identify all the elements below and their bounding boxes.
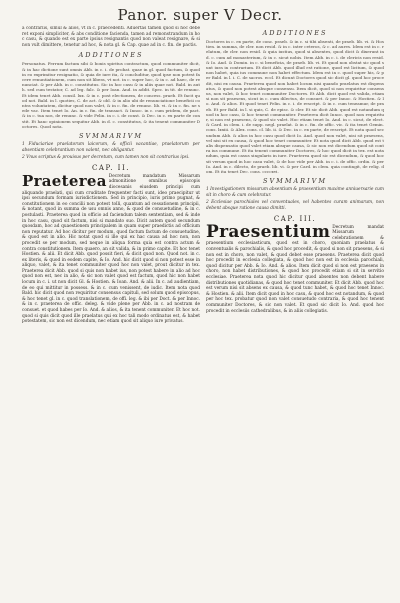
left-chapter-text: Decretum mandatum Missarum admonitione omnibus episcopis diocesanis eiusdem principi cum aliquando praelati, qui cum cruditate frequenter facti sunt, ideo praecipitur ut ipsi secundum formam iurisdictionem. Sed in principio, iuris primo pugnat, & constitutionem in eo concilii non potest tolli, quantum ad cessationem principii, & notant, quod in summa de usu omnis anno, & quod de consuetudine, & in c. postulasti. Praeterea quod in officio ad faciendum talem sententiam, sed & inde in hoc casu, quod sit factum, nisi si mandato suo. Dicit autem quod secundum quosdam, hoc ad quaestionem principalem in quam super praedictis ad officium non reputatur. Ad hoc dicitur per modum, quod factum factum de consuetudine, & quod est in alio. Hic notat quod si ille qui ex hac causa ad hoc non, non procedit se per modum, sed neque in aliqua forma quia est contra actum & contra constitutionem. Item quaero, an sit valida, & in primo capite. Et hoc tenet Hostien. & alii. Et dicit Abb. quod possit fieri, & dicit quod non. Quod not. in c. ex literis, & quod in eodem capite, & Io. And. hic dicit quod si non potest esse in aliquo, valet, & ita tenet communiter quod hoc non valet, prout dicitur in tex. Praeterea dicit Abb. quod si quis non habet ius, non potest habere in alio ad hoc quod non est, nec in alio, & sic non valet quod est factum, quod hic non habet locum in c. i. ut non dicit Gl. & Hostien. & Ioan. And. & alii. In c. ad audientiam, de eo qui mittitur in possess. & in c. cum venissent, de iudic. Item nota quod Bald. hic dicit quod non requiritur consensus capituli, sed solum quod episcopus, & hoc tenet gl. in c. quod translationem, de offi. leg. & ibi per Doct. & per Innoc. & in c. praeterea de offic. deleg. & vide plene per Abb. in c. ad nostram de consuet. et quod habes per Io. And. & alios, & ita tenent communiter. Et hoc not. quod si quis dicit quod ille praelatus qui ex hoc tali modo ordinatus est, & habet potestatem, sic non est dicendum, nec etiam quod sit aliquo iure privatus. [22, 173, 200, 325]
right-chapter-text: Decretum mandat Missarum celebrationem & praesentium ecclesiasticum, quod est in choro, quoniam praelatus & conventualis & parochialis, & quod hoc procedit, & quod si non sit praesens, & si non est in choro, non valet, & quod debet esse praesens. Praeterea dicit quod hoc procedit in ecclesia collegiata, & quod hoc non est in ecclesia parochiali, quod dicitur per Abb. & Io. And. & alios. Item dicit quod si non est praesens in choro, non habet distributiones, & quod hoc procedit etiam si sit in servitio ecclesiae. Praeterea nota quod hic dicitur quod absentes non debent habere distributiones quotidianas, & quod hoc tenet communiter. Et dicit Abb. quod hoc est verum nisi sit absens ex causa, & quod tunc habet, & quod hoc tenet Innoc. & Hostien. & alii. Item dicit quod in hoc casu, & quod hoc est notandum, & quod per hoc tex. probatur quod non valet consuetudo contraria, & quod hoc tenent communiter Doctores, & sic non valet. Et quod sic dicit Io. And. quod hoc procedit in ecclesiis cathedralibus, & in aliis collegiatis. [206, 224, 384, 314]
right-summary-item-2: 2 Ecclesiae parochiales vel conventuales, vel habentes curam animarum, non debent absque ratione causa dimitti. [206, 200, 384, 212]
left-intro-text: a contrariis, simul & alios, vt in c. praecedenti. Aduertas tamen quod si hoc deberet exponi simpliciter, & abs conditione facienda, tamen ad remonstrandum in hoc casu, & quando est ex parte ipsius resignantis quod non valeat resignare, & si non vult dimittere, tenetur ad hoc, & nota gl. & Cap. quae ad in c. fin. de pactis. [22, 26, 200, 48]
left-margin-notes [6, 26, 18, 589]
right-summarium-heading: SVMMARIVM [263, 177, 327, 186]
right-additiones-text: Doctores in c. ex parte, de conc. praeb. & in c. si tibi absenti, de praeb. lib. vi. & Hostien. in summa, de cler. non resid. & in c. inter ceteros, & c. ad aures. Idem est in c. relatum, de cler. non resid. & quia iustius, quod si absentes, quod dicit & dixerunt in d. c. cum ad monasterium, & in c. sicut nobis. Item Abb. in c. i. de clericis non resid. & Io. And. & Domin. in c. si beneficia, de praeb. lib. vi. Et quod non obstat sic quod sunt iura in contrarium. Et dicit Abb. quod illud est ratione, quod est licitum, & quod non habet, quia ius commune non habet effectum. Idem est in c. quod super his, & per Bald. in l. i. C. de sacros. eccl. Et dicunt Doctores quod sic dicit gl. quod hoc procedit, nisi ex causa. Praeterea quod non habet locum nisi quando praelatus est dispensatus, & quod non potest absque consensu. Item dicit, quod si non requiritur consensus, non valet, & hoc tenet communiter Doctores. Et Abb. dicit quod est valida, etiam si non sit praesens, sicut in c. cum dilectus, de consuet. & per Innoc. & Hostien. & Io. And. & alios. Et quod tenet Felin. in c. i. de rescript. & in c. cum teneamur, de praeb. Et per Bald. in l. si quis, C. de episc. & cler. Et sic dicit Abb. quod est notandum quod in hoc casu, & hoc tenent communiter. Praeterea dicit Innoc. quod non requiritur, si non est praesens, & quod sic valet. Hoc etiam tenet Io. And. in c. sicut, de elect. & Card. in clem. i. de supp. negl. praelat. & in c. fin. de offic. vic. & ita tenet Gemin. cons. lxxiii. & Alex. cons. cl. lib. ii. & Dec. in c. ex parte, de rescript. Et nota quod secundum Abb. & alios in hoc casu quod dicit Io. And. quod non valet, nisi sit praesens, vel nisi sit ex causa, & quod hoc tenet communiter. Et nota quod dicit Abb. quod est talis dispensatio quod valet etiam absque causa, & sic non est dicendum quod sit contra ius commune. Et ita tenent communiter Doctores, & hoc quod dicit in tex. est notandum, quia est casus singularis in iure. Praeterea quod sic est dicendum, & quod hoc sit verum quod in hoc casu valet, & de hoc vide per Abb. in c. i. de offic. ordin. & per Io. And. in c. dilecto, de praeb. lib. vi. & per Card. in clem. quia contingit, de relig. dom. Et ita tenet Dec. cons. ccccxvi. [206, 39, 384, 175]
left-summary-item-1: 1 Fiduciariae praelatorum laicorum, & officii vacantiae, praelatorum per absentiam celebrantium non valent, nec obligantur. [22, 142, 200, 153]
right-column [206, 26, 384, 589]
right-summary-item-1: 1 Investigationem missarum absentium & praesentium maxime anniuersarie cum sit in choro & cum celebratur. [206, 187, 384, 198]
left-chapter-body [22, 171, 200, 325]
left-summarium-heading: SVMMARIVM [79, 132, 143, 141]
right-additiones-heading: ADDITIONES [262, 29, 328, 37]
left-additiones-text: Personatus. Ferrum factum sibi & bonis spiritus contractum, quod communiter dicit, & in hac dictione sunt omnis Abb. in c. i. de probat. quae in gl. quod factum, & quod in eo exprimitur resignatio, & quia de iure ita, & concluditur, quod ipse non potest facere renuntiationem, cum non sit libera, vt not. in c. super hoc, & in c. ad haec, de renunciat. & per Abb. in c. constitutus. Sic in hoc casu & in aliis quae not. Bald. in auth. sed cum testator, C. ad leg. falc. & per Ioan. And. in addit. Spec. in tit. de renunc. Et idem tenet Abb. consil. lxx. & in c. post electionem, de concess. praeb. Et facit quod not. Bald. in l. quoties, C. de act. & obl. & in alio ubi de renunciatione beneficii contra voluntatem, dicitur quod non valet, & in c. fin. de renunc. lib. vi. & in c. fin. ne sede vac. Item tenet Io. An. in c. fin. de transact. & Innoc. in c. cum pridem, de pact. & in c. tua nos, de renunc. & vide Felin. in c. i. de const. & Dec. in c. ex parte de constit. Et hanc opinionem sequitur Abb. in d. c. constitutus, & ita tenent communiter Doctores. Quod nota. [22, 61, 200, 129]
running-head: Panor. super V Decr. [117, 6, 283, 24]
right-margin-notes [388, 26, 400, 589]
left-chapter-heading: CAP. II. [92, 163, 130, 172]
right-chapter-body [206, 221, 384, 315]
right-chapter-initial: Praesentium [206, 221, 331, 242]
left-additiones-heading: ADDITIONES [78, 51, 144, 60]
left-summary-item-2: 2 Vnus scriptus & prouisus per decretum, cum tamen non sit contrarius ipsi. [22, 155, 190, 161]
right-chapter-heading: CAP. III. [273, 214, 317, 223]
left-column [22, 26, 200, 589]
left-chapter-initial: Praeterea [22, 171, 107, 190]
